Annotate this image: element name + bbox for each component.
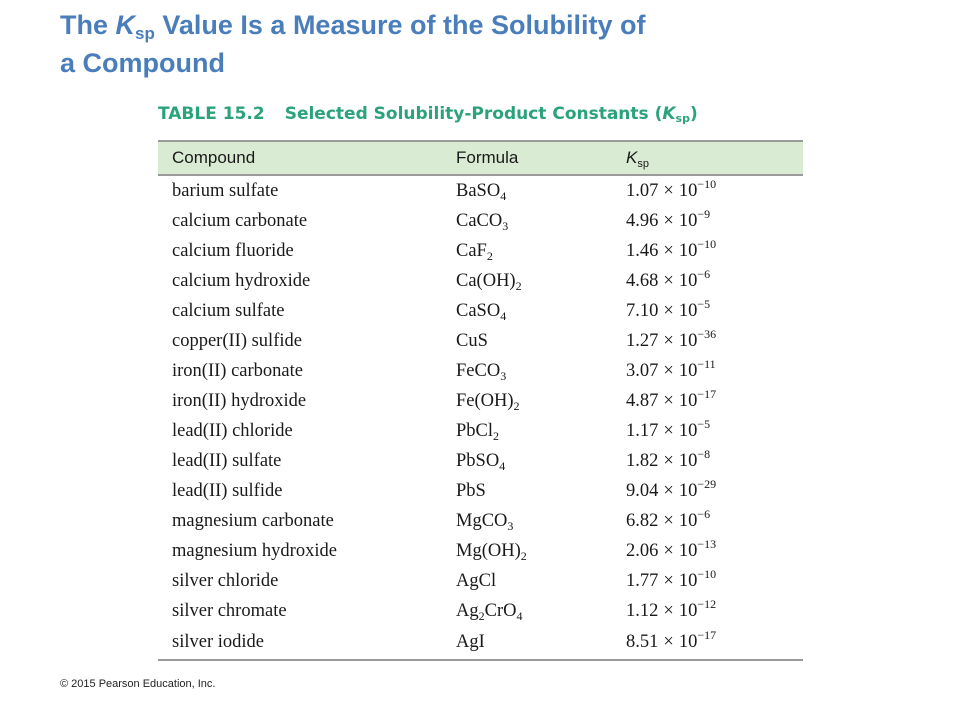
- table-row: [158, 476, 803, 506]
- formula-text: PbSO: [456, 450, 500, 471]
- formula-text: CaF: [456, 240, 487, 261]
- ksp-mantissa: 6.82: [626, 510, 659, 531]
- ksp-value: [626, 596, 803, 626]
- formula-text: AgI: [456, 632, 485, 652]
- compound-name: copper(II) sulfide: [172, 330, 302, 351]
- caption-close-paren: ): [689, 104, 698, 124]
- compound-formula: [456, 266, 626, 296]
- ksp-mantissa: 2.06: [626, 540, 659, 561]
- formula-subscript: 2: [486, 248, 493, 263]
- compound-name: iron(II) carbonate: [172, 360, 303, 381]
- table-row: [158, 236, 803, 266]
- title-prefix: The: [60, 10, 116, 40]
- table-header-row: [158, 141, 803, 175]
- times-symbol: ×: [663, 210, 674, 231]
- table-body: [158, 175, 803, 660]
- times-symbol: ×: [663, 540, 674, 561]
- formula-text: Ag: [456, 600, 479, 621]
- times-symbol: ×: [663, 450, 674, 471]
- ksp-value: [626, 626, 803, 660]
- ksp-exponent: −29: [697, 476, 717, 491]
- ksp-value: [626, 175, 803, 206]
- compound-formula: [456, 476, 626, 506]
- table-row: [158, 386, 803, 416]
- ksp-exponent: −6: [697, 266, 711, 281]
- ksp-exponent: −8: [697, 446, 711, 461]
- formula-subscript: 4: [500, 188, 507, 203]
- ksp-base: 10: [678, 570, 698, 591]
- ksp-value: [626, 206, 803, 236]
- formula-subscript: 3: [502, 218, 509, 233]
- header-ksp-k: K: [626, 148, 638, 167]
- compound-formula: [456, 206, 626, 236]
- formula-subscript: 3: [500, 368, 507, 383]
- formula-text: AgCl: [456, 570, 497, 591]
- ksp-base: 10: [678, 510, 698, 531]
- title-k-symbol: K: [115, 10, 136, 40]
- compound-name: calcium sulfate: [172, 300, 285, 321]
- compound-name: calcium carbonate: [172, 210, 308, 231]
- ksp-exponent: −11: [697, 356, 716, 371]
- ksp-base: 10: [678, 240, 698, 261]
- formula-subscript: 2: [478, 608, 485, 623]
- formula-text: CaCO: [456, 210, 503, 231]
- header-formula: Formula: [456, 141, 626, 175]
- compound-formula: [456, 536, 626, 566]
- ksp-value: [626, 266, 803, 296]
- ksp-exponent: −10: [697, 566, 717, 581]
- ksp-base: 10: [678, 330, 698, 351]
- formula-text: MgCO: [456, 510, 508, 531]
- formula-subscript: 4: [516, 608, 523, 623]
- ksp-mantissa: 1.17: [626, 420, 659, 441]
- ksp-exponent: −10: [697, 176, 717, 191]
- times-symbol: ×: [663, 300, 674, 321]
- ksp-value: [626, 326, 803, 356]
- ksp-mantissa: 9.04: [626, 480, 659, 501]
- ksp-value: [626, 506, 803, 536]
- compound-name: magnesium hydroxide: [172, 540, 337, 561]
- ksp-base: 10: [678, 420, 698, 441]
- title-line2: a Compound: [60, 48, 225, 78]
- formula-subscript: 2: [513, 398, 520, 413]
- times-symbol: ×: [663, 240, 674, 261]
- times-symbol: ×: [663, 480, 674, 501]
- compound-formula: [456, 356, 626, 386]
- table-row: [158, 175, 803, 206]
- formula-text: PbCl: [456, 420, 494, 441]
- ksp-base: 10: [678, 300, 698, 321]
- ksp-mantissa: 7.10: [626, 300, 659, 321]
- table-row: [158, 296, 803, 326]
- ksp-exponent: −36: [697, 326, 717, 341]
- ksp-base: 10: [678, 540, 698, 561]
- ksp-exponent: −5: [697, 296, 711, 311]
- ksp-value: [626, 446, 803, 476]
- ksp-table: [158, 140, 803, 661]
- formula-subscript: 2: [493, 428, 500, 443]
- ksp-value: [626, 416, 803, 446]
- ksp-value: [626, 536, 803, 566]
- ksp-mantissa: 4.96: [626, 210, 659, 231]
- table-row: [158, 266, 803, 296]
- ksp-exponent: −9: [697, 206, 711, 221]
- ksp-exponent: −5: [697, 416, 711, 431]
- compound-name: lead(II) sulfide: [172, 480, 283, 501]
- compound-formula: [456, 446, 626, 476]
- ksp-value: [626, 236, 803, 266]
- ksp-mantissa: 1.12: [626, 600, 659, 621]
- compound-name: lead(II) chloride: [172, 420, 293, 441]
- compound-formula: [456, 296, 626, 326]
- formula-text: BaSO: [456, 180, 501, 201]
- compound-formula: [456, 506, 626, 536]
- times-symbol: ×: [663, 330, 674, 351]
- compound-name: calcium fluoride: [172, 240, 294, 261]
- ksp-value: [626, 296, 803, 326]
- ksp-value: [626, 356, 803, 386]
- compound-formula: [456, 326, 626, 356]
- table-caption: [158, 104, 698, 124]
- header-compound: Compound: [158, 141, 456, 175]
- times-symbol: ×: [663, 180, 674, 201]
- ksp-base: 10: [678, 480, 698, 501]
- times-symbol: ×: [663, 510, 674, 531]
- ksp-exponent: −10: [697, 236, 717, 251]
- ksp-mantissa: 8.51: [626, 632, 659, 652]
- formula-text: Ca(OH): [456, 270, 516, 291]
- compound-name: magnesium carbonate: [172, 510, 334, 531]
- formula-subscript: 3: [507, 518, 514, 533]
- compound-formula: [456, 175, 626, 206]
- ksp-base: 10: [678, 600, 698, 621]
- times-symbol: ×: [663, 270, 674, 291]
- ksp-mantissa: 4.68: [626, 270, 659, 291]
- formula-text: Fe(OH): [456, 390, 514, 411]
- header-ksp: [626, 141, 803, 175]
- formula-subscript: 2: [520, 548, 527, 563]
- table-row: [158, 626, 803, 660]
- table-row: [158, 536, 803, 566]
- compound-name: silver iodide: [158, 626, 456, 660]
- formula-text: FeCO: [456, 360, 501, 381]
- ksp-base: 10: [678, 270, 698, 291]
- caption-k-subscript: sp: [675, 112, 690, 125]
- header-ksp-subscript: sp: [637, 158, 649, 170]
- ksp-mantissa: 1.07: [626, 180, 659, 201]
- ksp-exponent: −6: [697, 506, 711, 521]
- compound-name: silver chloride: [172, 570, 279, 591]
- compound-formula: [456, 566, 626, 596]
- compound-formula: [456, 596, 626, 626]
- times-symbol: ×: [663, 390, 674, 411]
- table-number: TABLE 15.2: [158, 104, 265, 124]
- compound-formula: [456, 236, 626, 266]
- table-row: [158, 326, 803, 356]
- compound-formula: [456, 626, 626, 660]
- ksp-value: [626, 386, 803, 416]
- ksp-base: 10: [678, 360, 698, 381]
- compound-name: calcium hydroxide: [172, 270, 311, 291]
- table-row: [158, 566, 803, 596]
- ksp-mantissa: 1.77: [626, 570, 659, 591]
- compound-name: barium sulfate: [172, 180, 279, 201]
- table-row: [158, 356, 803, 386]
- formula-subscript: 2: [515, 278, 522, 293]
- compound-name: silver chromate: [172, 600, 287, 621]
- ksp-base: 10: [678, 632, 698, 652]
- formula-text: CuS: [456, 330, 488, 351]
- slide-title: [60, 6, 820, 82]
- formula-text: CaSO: [456, 300, 501, 321]
- ksp-mantissa: 4.87: [626, 390, 659, 411]
- ksp-value: [626, 476, 803, 506]
- table-row: [158, 596, 803, 626]
- table-caption-text: Selected Solubility-Product Constants (: [284, 104, 663, 124]
- ksp-mantissa: 1.46: [626, 240, 659, 261]
- ksp-exponent: −13: [697, 536, 717, 551]
- compound-formula: [456, 416, 626, 446]
- caption-k-symbol: K: [662, 104, 676, 124]
- formula-text: Mg(OH): [456, 540, 521, 561]
- table-row: [158, 416, 803, 446]
- copyright-notice: © 2015 Pearson Education, Inc.: [60, 678, 216, 690]
- table-row: [158, 506, 803, 536]
- compound-name: iron(II) hydroxide: [172, 390, 307, 411]
- title-suffix: Value Is a Measure of the Solubility of: [154, 10, 646, 40]
- ksp-mantissa: 3.07: [626, 360, 659, 381]
- compound-formula: [456, 386, 626, 416]
- title-k-subscript: sp: [135, 24, 155, 43]
- formula-subscript: 4: [500, 308, 507, 323]
- times-symbol: ×: [663, 632, 674, 652]
- table-row: [158, 206, 803, 236]
- formula-subscript: 4: [499, 458, 506, 473]
- ksp-base: 10: [678, 210, 698, 231]
- ksp-exponent: −12: [697, 596, 717, 611]
- table-row: [158, 446, 803, 476]
- ksp-base: 10: [678, 390, 698, 411]
- formula-text: PbS: [456, 480, 486, 501]
- ksp-mantissa: 1.82: [626, 450, 659, 471]
- times-symbol: ×: [663, 570, 674, 591]
- ksp-exponent: −17: [697, 386, 717, 401]
- ksp-base: 10: [678, 180, 698, 201]
- ksp-mantissa: 1.27: [626, 330, 659, 351]
- times-symbol: ×: [663, 360, 674, 381]
- ksp-exponent: −17: [697, 628, 717, 642]
- ksp-value: [626, 566, 803, 596]
- formula-text: CrO: [484, 600, 517, 621]
- times-symbol: ×: [663, 600, 674, 621]
- compound-name: lead(II) sulfate: [172, 450, 282, 471]
- ksp-base: 10: [678, 450, 698, 471]
- times-symbol: ×: [663, 420, 674, 441]
